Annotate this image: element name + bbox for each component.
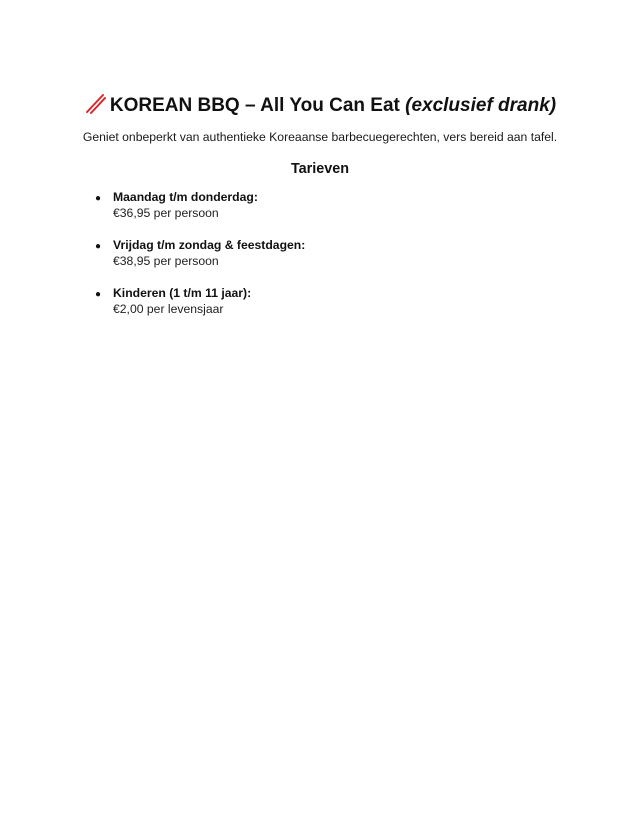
bullet-icon: ● bbox=[95, 289, 102, 300]
rate-label: Kinderen (1 t/m 11 jaar): bbox=[113, 286, 252, 300]
bullet-icon: ● bbox=[95, 193, 102, 204]
rate-label: Maandag t/m donderdag: bbox=[113, 190, 258, 204]
rate-item-weekend bbox=[92, 237, 572, 285]
rate-item-weekdays bbox=[92, 189, 572, 237]
rate-price: €38,95 per persoon bbox=[113, 254, 219, 268]
rates-list bbox=[92, 189, 572, 333]
rate-item-children bbox=[92, 285, 572, 333]
rate-label: Vrijdag t/m zondag & feestdagen: bbox=[113, 238, 306, 252]
title-italic: (exclusief drank) bbox=[405, 95, 557, 116]
rate-price: €36,95 per persoon bbox=[113, 206, 219, 220]
title-main: KOREAN BBQ – All You Can Eat bbox=[109, 95, 400, 116]
chopsticks-icon bbox=[84, 92, 106, 114]
bullet-icon: ● bbox=[95, 241, 102, 252]
intro-text: Geniet onbeperkt van authentieke Koreaanse barbecuegerechten, vers bereid aan tafel. bbox=[82, 130, 558, 144]
page-title bbox=[0, 92, 640, 119]
rates-heading: Tarieven bbox=[290, 161, 350, 177]
rate-price: €2,00 per levensjaar bbox=[113, 302, 224, 316]
